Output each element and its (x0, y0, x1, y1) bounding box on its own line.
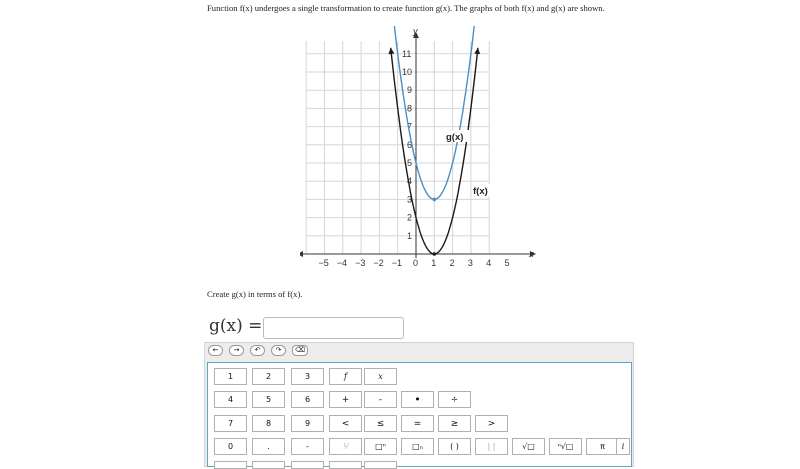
key-plus[interactable]: + (329, 391, 362, 408)
f-curve-label: f(x) (473, 186, 488, 197)
answer-input[interactable] (263, 317, 404, 339)
x-tick-label: 3 (467, 258, 473, 268)
instruction-text: Create g(x) in terms of f(x). (207, 289, 303, 299)
key-f[interactable]: f (329, 368, 362, 385)
key-row5-5[interactable] (364, 461, 397, 469)
y-tick-label: 5 (407, 158, 413, 168)
math-keyboard (204, 342, 634, 467)
y-axis-label: y (413, 26, 418, 36)
x-axis-left-arrow (300, 251, 303, 257)
x-tick-label: 4 (486, 258, 492, 268)
key-1[interactable]: 1 (214, 368, 247, 385)
y-tick-label: 3 (407, 194, 413, 205)
y-tick-label: 2 (407, 212, 413, 223)
x-tick-label: 5 (504, 258, 510, 268)
x-tick-label: −3 (355, 258, 366, 268)
x-tick-label: 2 (449, 258, 455, 268)
keyboard-nav (208, 345, 308, 359)
key-multiply[interactable]: • (401, 391, 434, 408)
cursor-left-icon[interactable]: ← (208, 345, 223, 356)
key-x[interactable]: x (364, 368, 397, 385)
grid (306, 41, 489, 254)
redo-icon[interactable]: ↷ (271, 345, 286, 356)
key-row5-2[interactable] (252, 461, 285, 469)
y-tick-label: 9 (407, 85, 413, 96)
key-greater-equal[interactable]: ≥ (438, 415, 471, 432)
key-greater-than[interactable]: > (475, 415, 508, 432)
key-less-than[interactable]: < (329, 415, 362, 432)
y-tick-label: 11 (402, 48, 412, 59)
x-tick-labels (319, 258, 510, 268)
key-8[interactable]: 8 (252, 415, 285, 432)
key-3[interactable]: 3 (291, 368, 324, 385)
y-tick-label: 10 (402, 67, 413, 77)
y-tick-label: 6 (407, 139, 413, 150)
undo-icon[interactable]: ↶ (250, 345, 265, 356)
key-row5-4[interactable] (329, 461, 362, 469)
key-row5-3[interactable] (291, 461, 324, 469)
y-tick-label: 8 (407, 103, 413, 114)
key-parentheses[interactable]: ( ) (438, 438, 471, 455)
key-fraction[interactable]: ⅟ (329, 438, 362, 455)
key-2[interactable]: 2 (252, 368, 285, 385)
key-absolute-value[interactable]: | | (475, 438, 508, 455)
y-tick-label: 4 (407, 176, 413, 187)
x-axis-label: x (529, 249, 534, 259)
g-vertex-point (433, 198, 437, 202)
x-tick-label: −2 (373, 258, 384, 268)
key-negative[interactable]: - (291, 438, 324, 455)
key-subscript[interactable]: □ₙ (401, 438, 434, 455)
key-4[interactable]: 4 (214, 391, 247, 408)
key-5[interactable]: 5 (252, 391, 285, 408)
key-6[interactable]: 6 (291, 391, 324, 408)
key-7[interactable]: 7 (214, 415, 247, 432)
key-minus[interactable]: - (364, 391, 397, 408)
key-square-root[interactable]: √□ (512, 438, 545, 455)
cursor-right-icon[interactable]: → (229, 345, 244, 356)
x-tick-label: −5 (318, 258, 329, 268)
backspace-icon[interactable]: ⌫ (292, 345, 308, 356)
keys-panel (207, 362, 632, 467)
key-exponent[interactable]: □ⁿ (364, 438, 397, 455)
key-9[interactable]: 9 (291, 415, 324, 432)
x-tick-label: −4 (336, 258, 348, 268)
key-divide[interactable]: ÷ (438, 391, 471, 408)
question-text: Function f(x) undergoes a single transformation to create function g(x). The graphs of both f(x) and g(x) are shown. (207, 3, 605, 13)
key-nth-root[interactable]: ⁿ√□ (549, 438, 582, 455)
x-tick-label: 0 (413, 258, 419, 268)
key-row5-1[interactable] (214, 461, 247, 469)
key-equals[interactable]: = (401, 415, 434, 432)
key-pi[interactable]: π (586, 438, 619, 455)
y-tick-label: 7 (407, 121, 413, 132)
answer-label: g(x) = (209, 316, 263, 336)
key-decimal[interactable]: . (252, 438, 285, 455)
x-tick-label: −1 (391, 258, 402, 268)
parabola-graph (300, 26, 540, 274)
x-tick-label: 1 (431, 258, 437, 268)
key-0[interactable]: 0 (214, 438, 247, 455)
f-vertex-point (433, 252, 437, 256)
key-i[interactable]: i (616, 438, 630, 455)
y-tick-label: 1 (407, 230, 413, 241)
g-curve-label: g(x) (446, 132, 464, 143)
key-less-equal[interactable]: ≤ (364, 415, 397, 432)
